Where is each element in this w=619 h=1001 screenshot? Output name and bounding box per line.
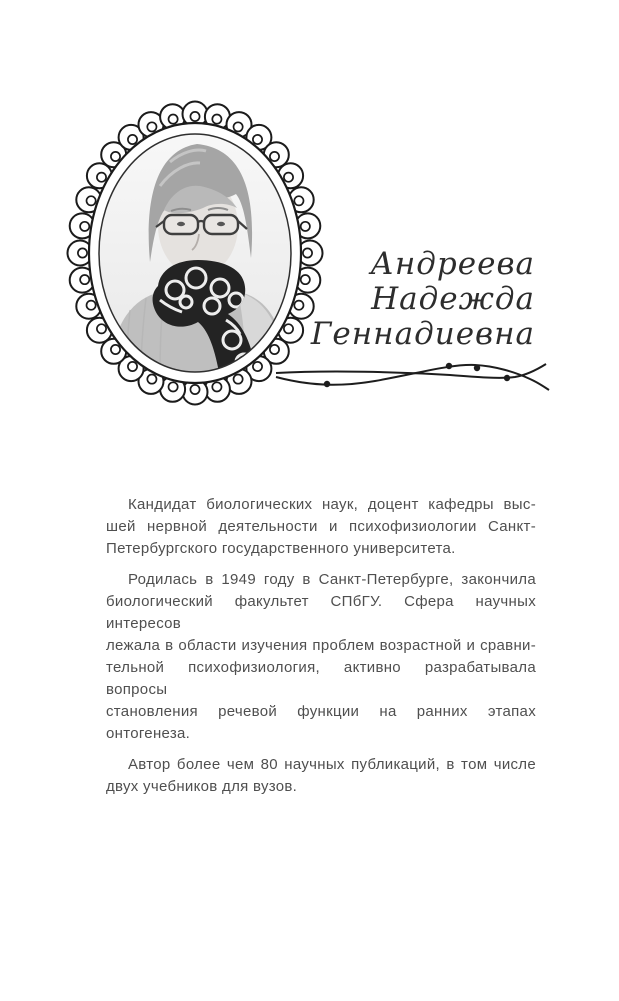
author-name xyxy=(311,247,535,352)
bio-line: Автор более чем 80 научных публикаций, в том числе xyxy=(128,756,536,773)
bio-line: становления речевой функции на ранних этапах онтогенеза. xyxy=(106,703,536,742)
bio-line: Петербургского государственного университета. xyxy=(106,540,456,557)
bio-line: двух учебников для вузов. xyxy=(106,778,298,795)
author-name-line-3: Геннадиевна xyxy=(310,316,535,352)
flourish-divider xyxy=(276,363,549,390)
bio-line: лежала в области изучения проблем возрастной и сравни- xyxy=(106,637,536,654)
bio-line: биологический факультет СПбГУ. Сфера научных интересов xyxy=(106,593,536,632)
bio-line: Кандидат биологических наук, доцент кафедры выс- xyxy=(128,496,536,513)
bio-paragraph xyxy=(106,569,536,745)
bio-line: шей нервной деятельности и психофизиологии Санкт- xyxy=(106,518,536,535)
bio-text xyxy=(106,494,536,807)
bio-line: тельной психофизиология, активно разрабатывала вопросы xyxy=(106,659,536,698)
bio-paragraph xyxy=(106,754,536,798)
author-name-line-1: Андреева xyxy=(370,246,535,282)
bio-line: Родилась в 1949 году в Санкт-Петербурге, закончила xyxy=(128,571,536,588)
author-name-line-2: Надежда xyxy=(371,281,535,317)
bio-paragraph xyxy=(106,494,536,560)
portrait-emblem xyxy=(0,0,619,430)
